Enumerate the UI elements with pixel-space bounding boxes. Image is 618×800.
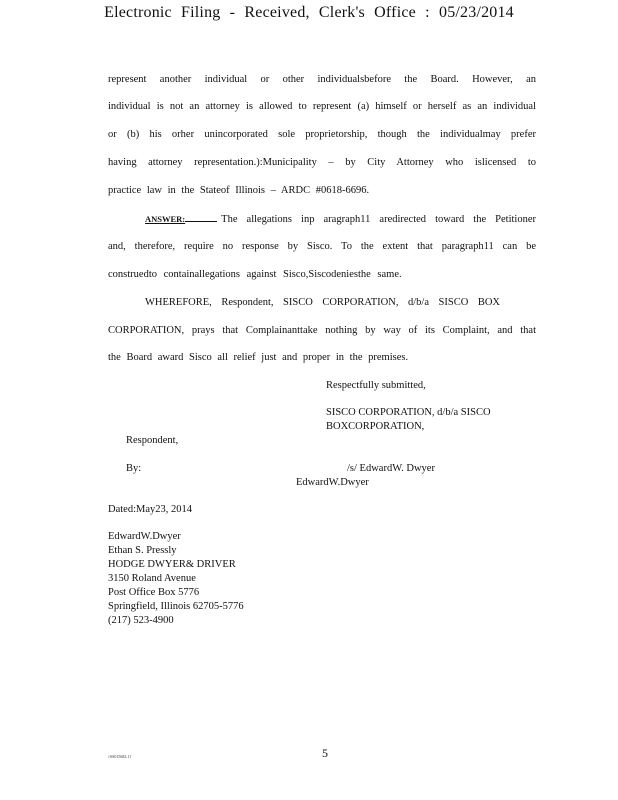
address-line: Ethan S. Pressly [108, 545, 177, 556]
dated-line: Dated:May23, 2014 [108, 504, 192, 515]
company-line: SISCO CORPORATION, d/b/a SISCO [326, 407, 491, 418]
answer-line [145, 212, 536, 227]
address-line: EdwardW.Dwyer [108, 531, 181, 542]
body-line: and, therefore, require no response by Sisco. To the extent that paragraph11 can be [108, 241, 536, 252]
closing: Respectfully submitted, [326, 380, 426, 391]
address-line: (217) 523-4900 [108, 615, 174, 626]
body-line: practice law in the Stateof Illinois – ARDC #0618-6696. [108, 185, 370, 196]
answer-underline [185, 213, 217, 222]
by-label: By: [126, 463, 142, 474]
address-line: 3150 Roland Avenue [108, 573, 196, 584]
answer-label: ANSWER: [145, 214, 186, 224]
page-number: 5 [322, 746, 328, 760]
body-line: CORPORATION, prays that Complainanttake nothing by way of its Complaint, and that [108, 325, 536, 336]
body-line: WHEREFORE, Respondent, SISCO CORPORATION, d/b/a SISCO BOX [145, 297, 500, 308]
body-line: individual is not an attorney is allowed to represent (a) himself or herself as an individual [108, 101, 536, 112]
body-line: having attorney representation.):Municipality – by City Attorney who islicensed to [108, 157, 536, 168]
body-line: or (b) his orher unincorporated sole proprietorship, though the individualmay prefer [108, 129, 536, 140]
electronic-signature: /s/ EdwardW. Dwyer [347, 463, 435, 474]
address-line: HODGE DWYER& DRIVER [108, 559, 236, 570]
body-line: construedto containallegations against Sisco,Siscodeniesthe same. [108, 269, 402, 280]
respondent-label: Respondent, [126, 435, 179, 446]
address-line: Springfield, Illinois 62705-5776 [108, 601, 244, 612]
body-line: represent another individual or other individualsbefore the Board. However, an [108, 74, 536, 85]
filing-header: Electronic Filing - Received, Clerk's Office : 05/23/2014 [104, 4, 514, 21]
address-line: Post Office Box 5776 [108, 587, 200, 598]
body-line: the Board award Sisco all relief just and proper in the premises. [108, 352, 409, 363]
company-line: BOXCORPORATION, [326, 421, 425, 432]
signer-name: EdwardW.Dwyer [296, 477, 369, 488]
document-code: {SS015682.1} [108, 754, 132, 759]
body-line: The allegations inp aragraph11 aredirected toward the Petitioner [221, 214, 536, 225]
